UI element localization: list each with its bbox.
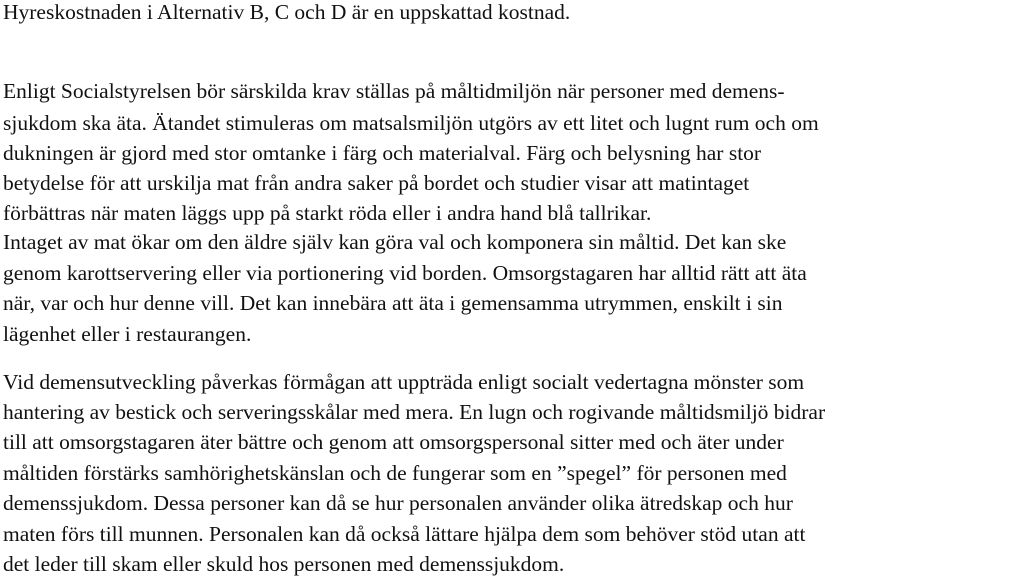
paragraph-4-line-6: maten förs till munnen. Personalen kan då också lättare hjälpa dem som behöver stöd utan att <box>3 522 806 546</box>
paragraph-2-line-3: dukningen är gjord med stor omtanke i färg och materialval. Färg och belysning har stor <box>3 141 762 165</box>
paragraph-3-line-1: Intaget av mat ökar om den äldre själv kan göra val och komponera sin måltid. Det kan ske <box>3 230 787 254</box>
paragraph-4-line-3: till att omsorgstagaren äter bättre och genom att omsorgspersonal sitter med och äter under <box>3 430 784 454</box>
paragraph-4-line-4: måltiden förstärks samhörighetskänslan och de fungerar som en ”spegel” för personen med <box>3 461 787 485</box>
paragraph-4-line-5: demenssjukdom. Dessa personer kan då se hur personalen använder olika ätredskap och hur <box>3 491 793 515</box>
paragraph-2-line-2: sjukdom ska äta. Ätandet stimuleras om matsalsmiljön utgörs av ett litet och lugnt rum och om <box>3 111 819 135</box>
paragraph-2-line-5: förbättras när maten läggs upp på starkt röda eller i andra hand blå tallrikar. <box>3 201 652 225</box>
paragraph-2-line-1: Enligt Socialstyrelsen bör särskilda krav ställas på måltidmiljön när personer med demens- <box>3 79 785 103</box>
paragraph-4-line-1: Vid demensutveckling påverkas förmågan att uppträda enligt socialt vedertagna mönster som <box>3 370 805 394</box>
paragraph-3-line-2: genom karottservering eller via portionering vid borden. Omsorgstagaren har alltid rätt att äta <box>3 261 807 285</box>
paragraph-1-line-1: Hyreskostnaden i Alternativ B, C och D är en uppskattad kostnad. <box>3 0 571 24</box>
paragraph-2-line-4: betydelse för att urskilja mat från andra saker på bordet och studier visar att matintaget <box>3 171 750 195</box>
paragraph-4-line-7: det leder till skam eller skuld hos personen med demenssjukdom. <box>3 552 565 576</box>
paragraph-4-line-2: hantering av bestick och serveringsskålar med mera. En lugn och rogivande måltidsmiljö bidrar <box>3 400 826 424</box>
paragraph-3-line-4: lägenhet eller i restaurangen. <box>3 322 252 346</box>
paragraph-3-line-3: när, var och hur denne vill. Det kan innebära att äta i gemensamma utrymmen, enskilt i sin <box>3 291 783 315</box>
